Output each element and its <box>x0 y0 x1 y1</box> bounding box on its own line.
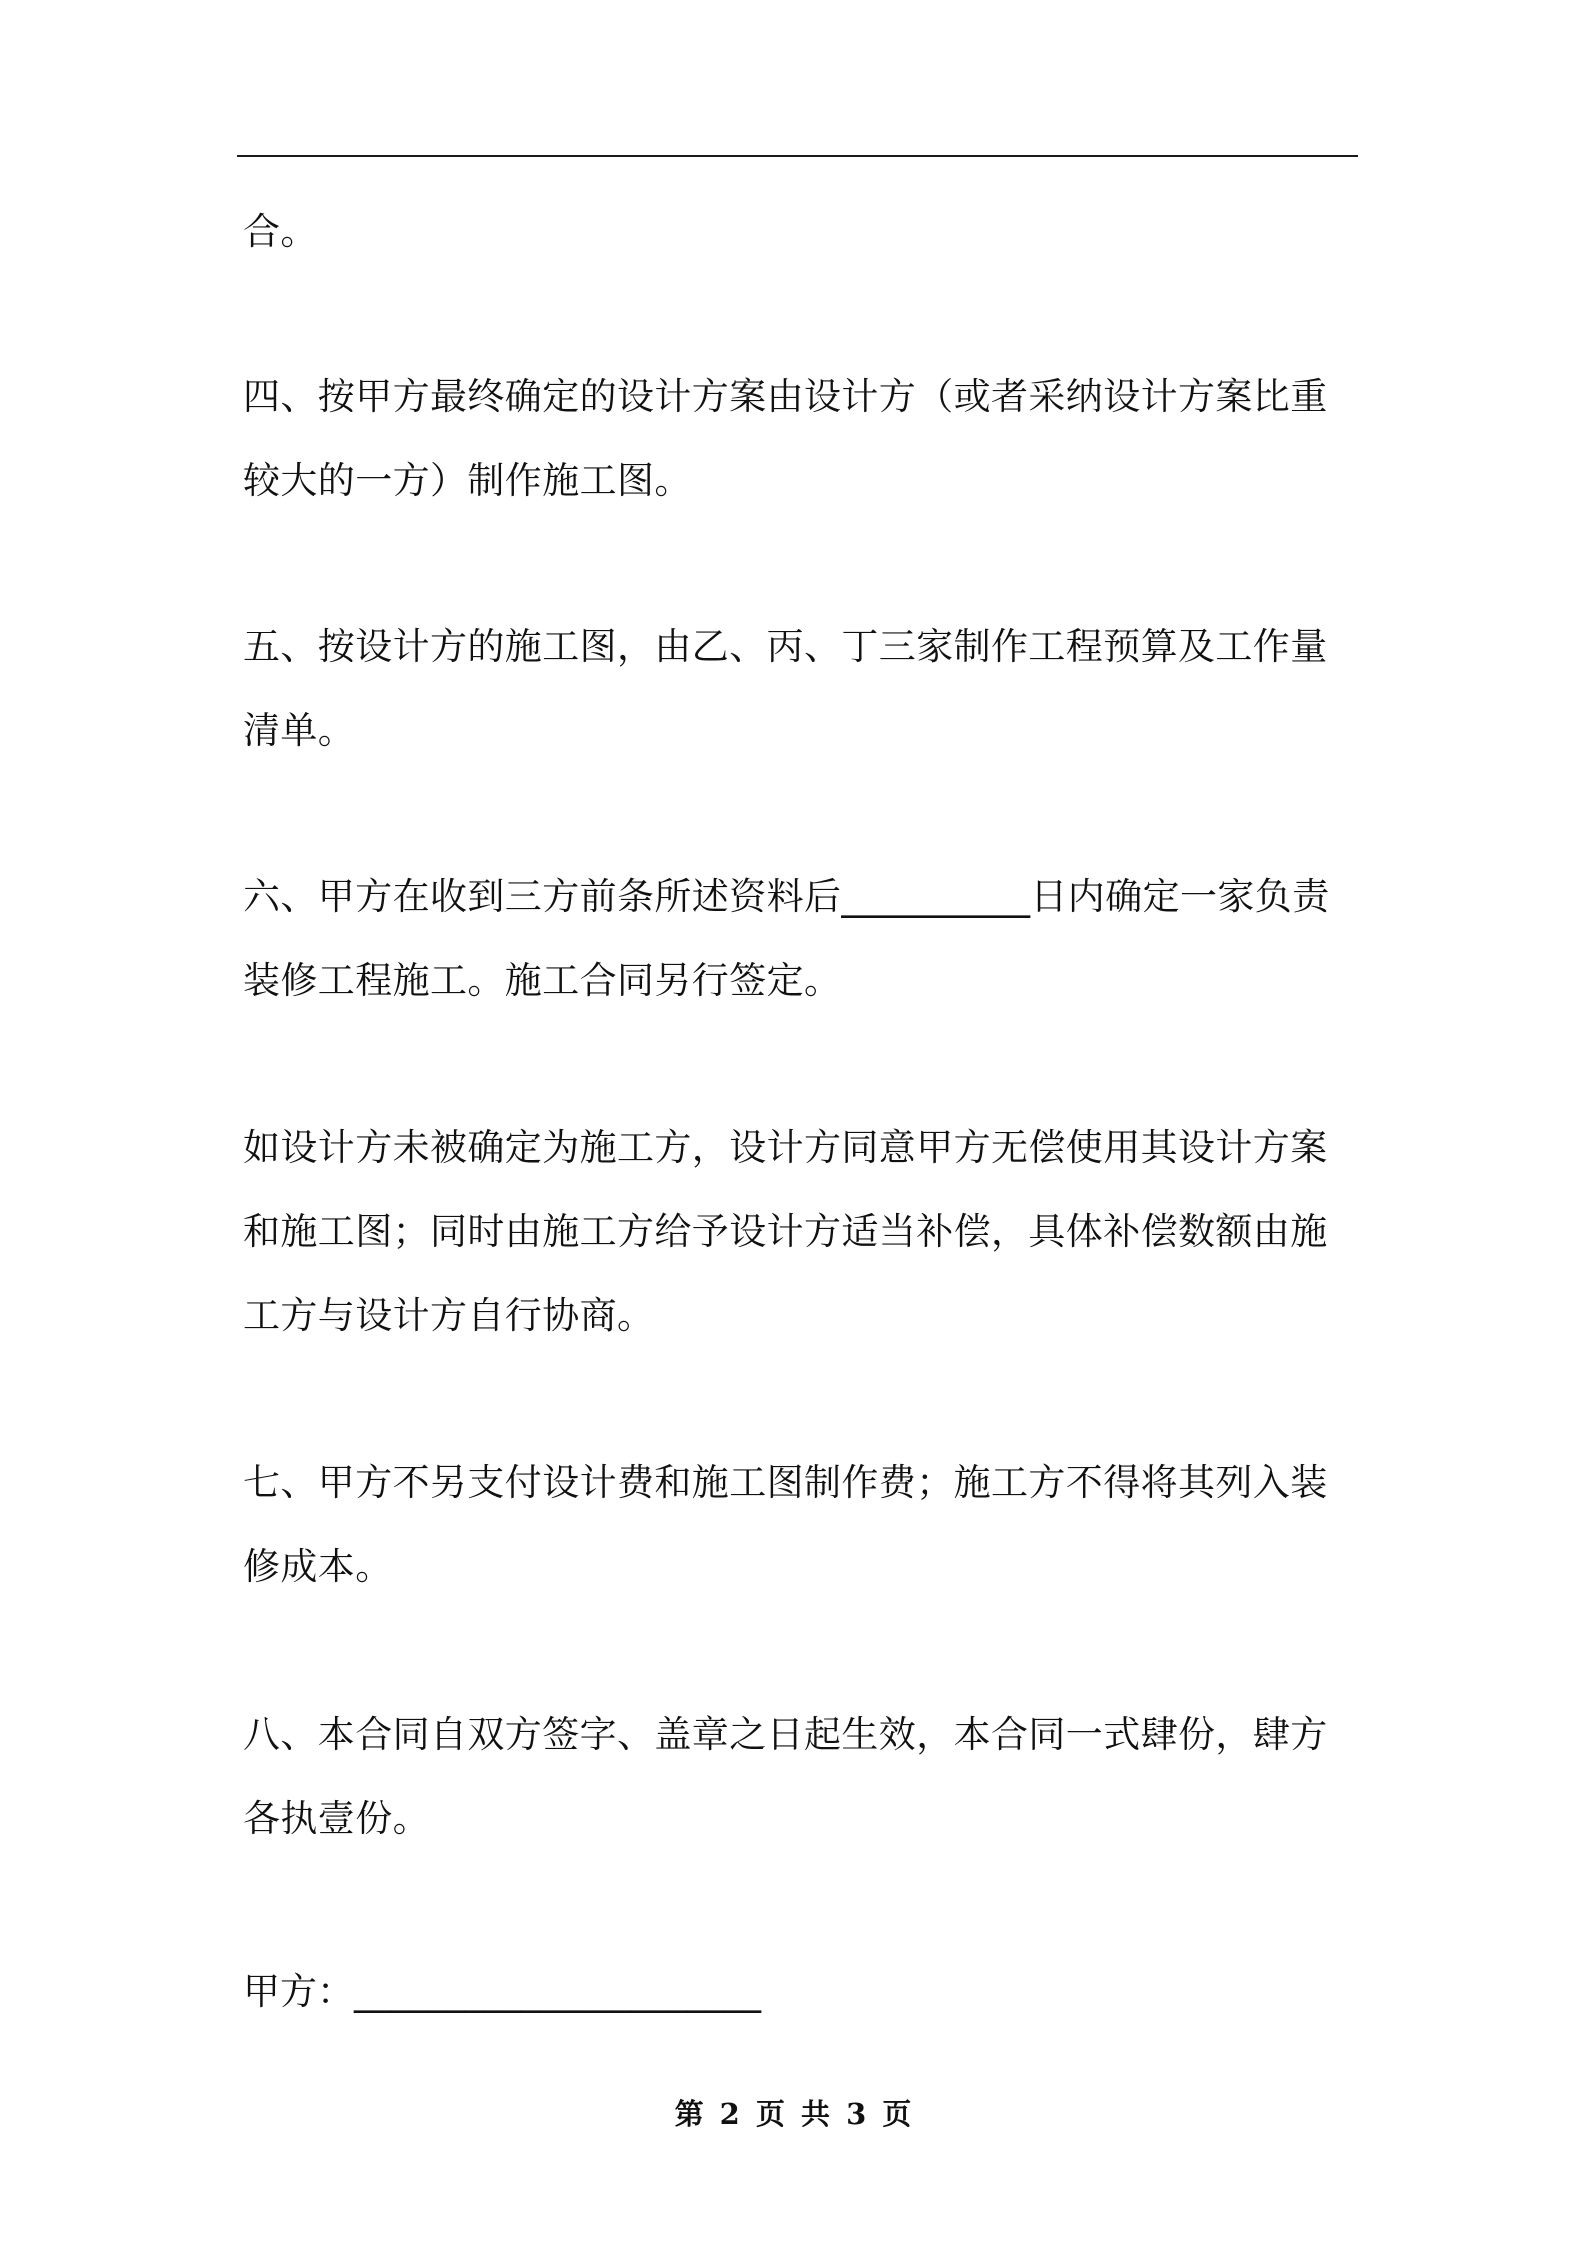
paragraph-continuation: 合。 <box>243 210 318 253</box>
clause-4: 四、按甲方最终确定的设计方案由设计方（或者采纳设计方案比重较大的一方）制作施工图。 <box>243 375 1328 502</box>
clause-6: 六、甲方在收到三方前条所述资料后__________日内确定一家负责装修工程施工。施工合同另行签定。 <box>243 875 1330 1002</box>
clause-7: 七、甲方不另支付设计费和施工图制作费；施工方不得将其列入装修成本。 <box>243 1461 1328 1588</box>
header-rule <box>237 155 1358 157</box>
clause-8: 八、本合同自双方签字、盖章之日起生效，本合同一式肆份，肆方各执壹份。 <box>243 1713 1328 1840</box>
page-number-footer: 第 2 页 共 3 页 <box>674 2097 912 2131</box>
clause-6-note: 如设计方未被确定为施工方，设计方同意甲方无偿使用其设计方案和施工图；同时由施工方给予设计方适当补偿，具体补偿数额由施工方与设计方自行协商。 <box>243 1126 1328 1337</box>
clause-5: 五、按设计方的施工图，由乙、丙、丁三家制作工程预算及工作量清单。 <box>243 625 1328 752</box>
party-a-signature-line: 甲方：______________________ <box>243 1970 761 2013</box>
